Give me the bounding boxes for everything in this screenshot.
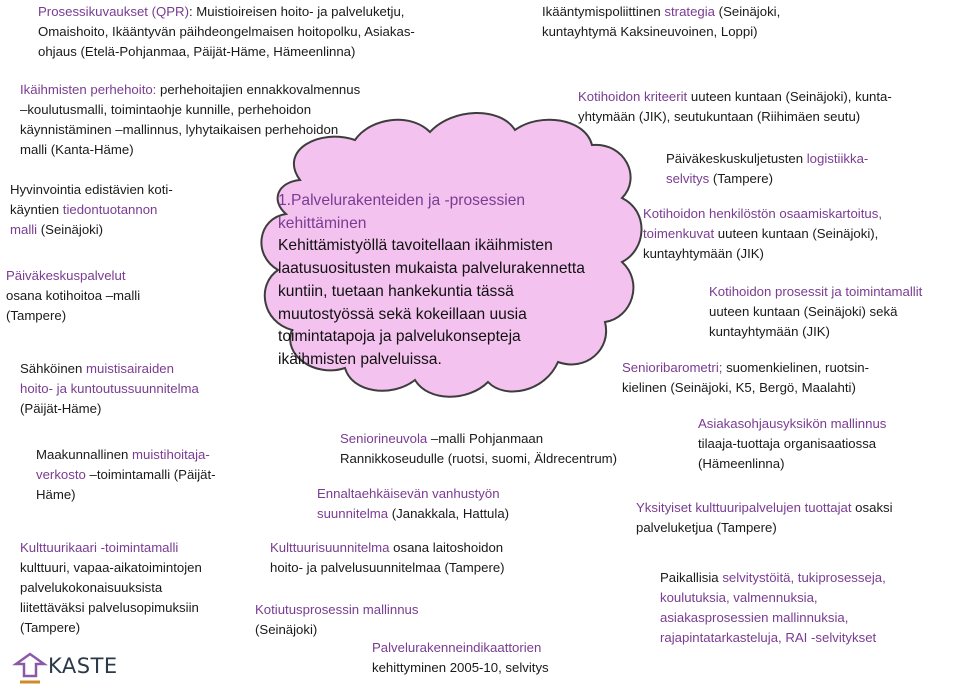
body-text: osana kotihoitoa –malli bbox=[6, 288, 141, 303]
text-line bbox=[643, 204, 882, 224]
text-line bbox=[622, 358, 869, 378]
body-text: Hyvinvointia edistävien koti- bbox=[10, 182, 173, 197]
highlight-text: selvitys bbox=[666, 171, 710, 186]
highlight-text: koulutuksia, valmennuksia, bbox=[660, 590, 818, 605]
text-line bbox=[340, 449, 617, 469]
text-line bbox=[698, 414, 886, 434]
text-line bbox=[372, 638, 549, 658]
text-line bbox=[542, 2, 780, 22]
body-text: (Tampere) bbox=[709, 171, 773, 186]
highlight-text: Kotihoidon prosessit ja toimintamallit bbox=[709, 284, 923, 299]
text-line bbox=[340, 429, 617, 449]
body-text: (Seinäjoki) bbox=[37, 222, 104, 237]
body-text: palvelukokonaisuuksista bbox=[20, 580, 163, 595]
aging-policy-strategy bbox=[542, 2, 780, 42]
highlight-text: strategia bbox=[664, 4, 716, 19]
body-text: (Hämeenlinna) bbox=[698, 456, 785, 471]
body-text: Paikallisia bbox=[660, 570, 723, 585]
home-care-criteria-item bbox=[578, 87, 892, 127]
text-line bbox=[20, 399, 199, 419]
memory-care-plan-item bbox=[20, 359, 199, 419]
body-text: hoito- ja palvelusuunnitelmaa (Tampere) bbox=[270, 560, 505, 575]
body-text: Sähköinen bbox=[20, 361, 86, 376]
highlight-text: suunnitelma bbox=[317, 506, 389, 521]
cloud-body-line: laatusuositusten mukaista palvelurakennetta bbox=[278, 260, 585, 278]
text-line bbox=[36, 465, 216, 485]
text-line bbox=[36, 445, 216, 465]
highlight-text: Asiakasohjausyksikön mallinnus bbox=[698, 416, 887, 431]
body-text: kielinen (Seinäjoki, K5, Bergö, Maalahti) bbox=[622, 380, 856, 395]
body-text: kuntayhtymään (JIK) bbox=[709, 324, 830, 339]
text-line bbox=[20, 578, 202, 598]
text-line bbox=[622, 378, 869, 398]
text-line bbox=[578, 87, 892, 107]
highlight-text: muistihoitaja- bbox=[132, 447, 210, 462]
text-line bbox=[578, 107, 892, 127]
kaste-logo: KASTE bbox=[48, 654, 118, 678]
body-text: kuntayhtymä Kaksineuvoinen, Loppi) bbox=[542, 24, 758, 39]
text-line bbox=[6, 286, 140, 306]
body-text: kuntayhtymään (JIK) bbox=[643, 246, 764, 261]
highlight-text: malli bbox=[10, 222, 38, 237]
cloud-body-line: kuntiin, tuetaan hankekuntia tässä bbox=[278, 282, 514, 300]
highlight-text: Kotiutusprosessin mallinnus bbox=[255, 602, 419, 617]
body-text: (Seinäjoki, bbox=[715, 4, 781, 19]
text-line bbox=[20, 558, 202, 578]
text-line bbox=[20, 538, 202, 558]
text-line bbox=[666, 149, 868, 169]
text-line bbox=[709, 302, 922, 322]
body-text: kulttuuri, vapaa-aikatoimintojen bbox=[20, 560, 202, 575]
cloud-title-line: kehittäminen bbox=[278, 214, 367, 232]
body-text: käyntien bbox=[10, 202, 63, 217]
body-text: uuteen kuntaan (Seinäjoki), kunta- bbox=[687, 89, 892, 104]
body-text: Päiväkeskuskuljetusten bbox=[666, 151, 807, 166]
senior-clinic-item bbox=[340, 429, 617, 469]
preventive-elderly-care-item bbox=[317, 484, 509, 524]
highlight-text: Kulttuurikaari -toimintamalli bbox=[20, 540, 179, 555]
home-visits-item bbox=[10, 180, 173, 240]
body-text: palveluketjua (Tampere) bbox=[636, 520, 777, 535]
body-text: (Seinäjoki) bbox=[255, 622, 318, 637]
text-line bbox=[660, 608, 886, 628]
text-line bbox=[38, 2, 415, 22]
text-line bbox=[38, 42, 415, 62]
text-line bbox=[643, 244, 882, 264]
body-text: –koulutusmalli, toimintaohje kunnille, perhehoidon bbox=[20, 102, 312, 117]
text-line bbox=[698, 434, 886, 454]
highlight-text: muistisairaiden bbox=[86, 361, 174, 376]
text-line bbox=[542, 22, 780, 42]
text-line bbox=[636, 498, 893, 518]
body-text: Ikääntymispoliittinen bbox=[542, 4, 665, 19]
text-line bbox=[20, 598, 202, 618]
text-line bbox=[270, 538, 505, 558]
home-care-processes-item bbox=[709, 282, 922, 342]
private-culture-providers-item bbox=[636, 498, 893, 538]
body-text: uuteen kuntaan (Seinäjoki) sekä bbox=[709, 304, 898, 319]
family-care-item bbox=[20, 80, 360, 160]
body-text: tilaaja-tuottaja organisaatiossa bbox=[698, 436, 877, 451]
cloud-body-line: Kehittämistyöllä tavoitellaan ikäihmisten bbox=[278, 237, 553, 255]
highlight-text: Senioribarometri; bbox=[622, 360, 723, 375]
highlight-text: Yksityiset kulttuuripalvelujen tuottajat bbox=[636, 500, 852, 515]
highlight-text: rajapintatarkasteluja, RAI -selvitykset bbox=[660, 630, 877, 645]
text-line bbox=[660, 588, 886, 608]
highlight-text: hoito- ja kuntoutussuunnitelma bbox=[20, 381, 199, 396]
text-line bbox=[20, 100, 360, 120]
text-line bbox=[38, 22, 415, 42]
cloud-body-line: toimintatapoja ja palvelukonsepteja bbox=[278, 328, 521, 346]
text-line bbox=[20, 359, 199, 379]
text-line bbox=[709, 322, 922, 342]
kaste-logo-icon bbox=[16, 654, 44, 682]
highlight-text: Kotihoidon kriteerit bbox=[578, 89, 688, 104]
senior-barometer-item bbox=[622, 358, 869, 398]
qpr-process-descriptions bbox=[38, 2, 415, 62]
body-text: suomenkielinen, ruotsin- bbox=[722, 360, 870, 375]
body-text: Maakunnallinen bbox=[36, 447, 133, 462]
cloud-text bbox=[278, 190, 585, 372]
body-text: : Muistioireisen hoito- ja palveluketju, bbox=[188, 4, 405, 19]
highlight-text: tiedontuotannon bbox=[62, 202, 158, 217]
text-line bbox=[6, 266, 140, 286]
text-line bbox=[20, 618, 202, 638]
body-text: ohjaus (Etelä-Pohjanmaa, Päijät-Häme, Hämeenlinna) bbox=[38, 44, 356, 59]
text-line bbox=[20, 379, 199, 399]
body-text: (Päijät-Häme) bbox=[20, 401, 102, 416]
body-text: liitettäväksi palvelusopimuksiin bbox=[20, 600, 199, 615]
highlight-text: toimenkuvat bbox=[643, 226, 715, 241]
discharge-process-item bbox=[255, 600, 418, 640]
body-text: malli (Kanta-Häme) bbox=[20, 142, 134, 157]
day-center-transport-item bbox=[666, 149, 868, 189]
body-text: (Janakkala, Hattula) bbox=[388, 506, 510, 521]
text-line bbox=[255, 600, 418, 620]
highlight-text: Ennaltaehkäisevän vanhustyön bbox=[317, 486, 500, 501]
client-guidance-unit-item bbox=[698, 414, 886, 474]
cloud-title-line: 1.Palvelurakenteiden ja -prosessien bbox=[278, 192, 526, 209]
body-text: Rannikkoseudulle (ruotsi, suomi, Äldrecentrum) bbox=[340, 451, 618, 466]
highlight-text: Kotihoidon henkilöstön osaamiskartoitus, bbox=[643, 206, 882, 221]
highlight-text: Kulttuurisuunnitelma bbox=[270, 540, 390, 555]
service-indicators-item bbox=[372, 638, 549, 678]
body-text: osana laitoshoidon bbox=[389, 540, 504, 555]
text-line bbox=[20, 140, 360, 160]
body-text: (Tampere) bbox=[20, 620, 81, 635]
body-text: (Tampere) bbox=[6, 308, 67, 323]
body-text: Häme) bbox=[36, 487, 76, 502]
text-line bbox=[317, 504, 509, 524]
highlight-text: Palvelurakenneindikaattorien bbox=[372, 640, 542, 655]
text-line bbox=[636, 518, 893, 538]
memory-nurse-network-item bbox=[36, 445, 216, 505]
highlight-text: logistiikka- bbox=[806, 151, 869, 166]
day-center-item bbox=[6, 266, 140, 326]
body-text: Omaishoito, Ikääntyvän päihdeongelmaisen hoitopolku, Asiakas- bbox=[38, 24, 415, 39]
body-text: osaksi bbox=[851, 500, 893, 515]
cloud-body-line: ikäihmisten palveluissa. bbox=[278, 350, 442, 368]
text-line bbox=[36, 485, 216, 505]
highlight-text: Prosessikuvaukset (QPR) bbox=[38, 4, 189, 19]
text-line bbox=[6, 306, 140, 326]
text-line bbox=[10, 200, 173, 220]
body-text: –malli Pohjanmaan bbox=[427, 431, 544, 446]
text-line bbox=[20, 120, 360, 140]
local-studies-item bbox=[660, 568, 886, 648]
text-line bbox=[10, 220, 173, 240]
body-text: yhtymään (JIK), seutukuntaan (Riihimäen seutu) bbox=[578, 109, 861, 124]
text-line bbox=[372, 658, 549, 678]
highlight-text: verkosto bbox=[36, 467, 86, 482]
home-care-staff-item bbox=[643, 204, 882, 264]
highlight-text: selvitystöitä, tukiprosesseja, bbox=[722, 570, 886, 585]
cloud-body-line: muutostyössä sekä kokeillaan uusia bbox=[278, 305, 527, 323]
text-line bbox=[698, 454, 886, 474]
body-text: perhehoitajien ennakkovalmennus bbox=[160, 82, 361, 97]
text-line bbox=[20, 80, 360, 100]
highlight-text: asiakasprosessien mallinnuksia, bbox=[660, 610, 849, 625]
text-line bbox=[317, 484, 509, 504]
highlight-text: Ikäihmisten perhehoito: bbox=[20, 82, 161, 97]
text-line bbox=[270, 558, 505, 578]
body-text: uuteen kuntaan (Seinäjoki), bbox=[714, 226, 879, 241]
body-text: kehittyminen 2005-10, selvitys bbox=[372, 660, 549, 675]
text-line bbox=[10, 180, 173, 200]
culture-plan-item bbox=[270, 538, 505, 578]
body-text: käynnistäminen –mallinnus, lyhytaikaisen perhehoidon bbox=[20, 122, 339, 137]
text-line bbox=[660, 628, 886, 648]
culture-arc-item bbox=[20, 538, 202, 638]
text-line bbox=[643, 224, 882, 244]
highlight-text: Päiväkeskuspalvelut bbox=[6, 268, 126, 283]
body-text: –toimintamalli (Päijät- bbox=[85, 467, 216, 482]
text-line bbox=[660, 568, 886, 588]
text-line bbox=[709, 282, 922, 302]
text-line bbox=[255, 620, 418, 640]
text-line bbox=[666, 169, 868, 189]
highlight-text: Seniorineuvola bbox=[340, 431, 428, 446]
